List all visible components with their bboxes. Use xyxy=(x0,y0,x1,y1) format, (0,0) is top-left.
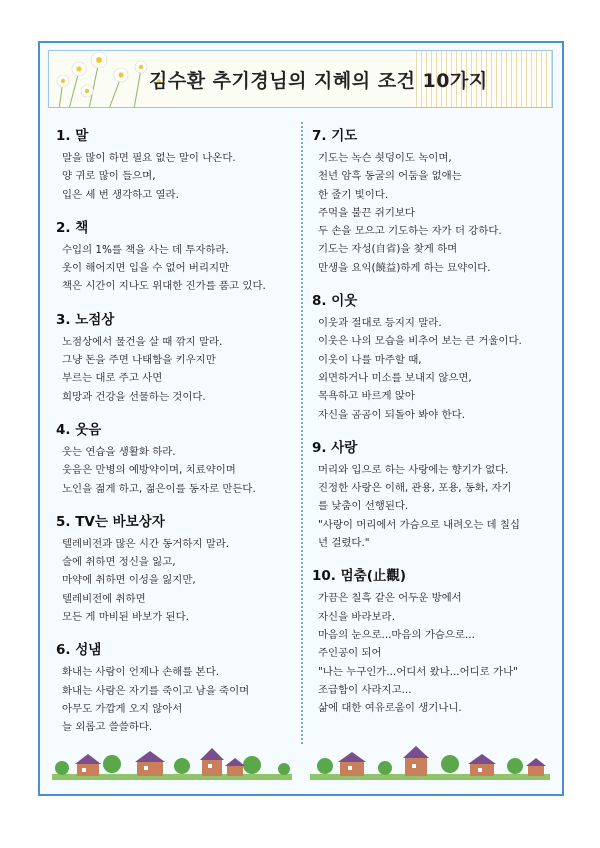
section-line: 주인공이 되어 xyxy=(318,647,382,660)
section-tv xyxy=(56,512,296,626)
section-line: 노점상에서 물건을 살 때 깎지 말라. xyxy=(62,335,223,348)
section-line: 술에 취하면 정신을 잃고, xyxy=(62,556,176,569)
section-line: 외면하거나 미소를 보내지 않으면, xyxy=(318,371,472,384)
section-heading: 7. 기도 xyxy=(312,128,358,144)
page-title: 김수환 추기경님의 지혜의 조건 10가지 xyxy=(149,70,488,92)
section-line: 책은 시간이 지나도 위대한 진가를 품고 있다. xyxy=(62,280,266,293)
section-line: 화내는 사람이 언제나 손해를 본다. xyxy=(62,666,220,679)
section-line: 이웃과 절대로 등지지 말라. xyxy=(318,317,442,330)
column-divider xyxy=(301,122,303,744)
section-speech xyxy=(56,126,296,204)
section-line: 천년 암흑 동굴의 어둠을 없애는 xyxy=(318,170,462,183)
section-line: 부르는 대로 주고 사면 xyxy=(62,372,163,385)
section-street-vendor xyxy=(56,310,296,406)
section-line: 조급함이 사라지고... xyxy=(318,683,412,696)
village-illustration-right xyxy=(310,744,550,780)
section-line: 만생을 요익(饒益)하게 하는 묘약이다. xyxy=(318,261,491,274)
section-line: 자신을 바라보라. xyxy=(318,610,395,623)
section-neighbor xyxy=(312,291,552,424)
title-banner xyxy=(48,50,553,108)
section-heading: 4. 웃음 xyxy=(56,421,102,438)
section-line: 그냥 돈을 주면 나태함을 키우지만 xyxy=(62,354,216,367)
section-line: 목욕하고 바르게 앉아 xyxy=(318,390,415,403)
section-line: 말을 많이 하면 필요 없는 말이 나온다. xyxy=(62,152,236,164)
section-line: 수입의 1%를 책을 사는 데 투자하라. xyxy=(62,243,229,256)
section-line: 기도는 녹슨 쇳덩이도 녹이며, xyxy=(318,152,452,164)
section-pause xyxy=(312,566,552,717)
section-line: 기도는 자성(自省)을 찾게 하며 xyxy=(318,243,458,256)
village-illustration-left xyxy=(52,744,292,780)
section-line: 머리와 입으로 하는 사랑에는 향기가 없다. xyxy=(318,463,509,476)
section-heading: 1. 말 xyxy=(56,128,89,144)
section-line: 입은 세 번 생각하고 열라. xyxy=(62,188,179,201)
section-line: 노인을 젊게 하고, 젊은이를 동자로 만든다. xyxy=(62,482,256,495)
section-anger xyxy=(56,640,296,736)
section-line: 한 줄기 빛이다. xyxy=(318,188,389,201)
section-line: 모든 게 마비된 바보가 된다. xyxy=(62,611,189,624)
section-line: 진정한 사랑은 이해, 관용, 포용, 동화, 자기 xyxy=(318,482,512,495)
section-line: 양 귀로 많이 들으며, xyxy=(62,170,156,183)
section-line: 옷이 해어지면 입을 수 없어 버리지만 xyxy=(62,262,230,275)
section-line: 이웃은 나의 모습을 비추어 보는 큰 거울이다. xyxy=(318,335,522,348)
section-line: 가끔은 칠흑 같은 어두운 방에서 xyxy=(318,592,462,605)
section-line: 희망과 건강을 선물하는 것이다. xyxy=(62,390,206,403)
section-line: 마약에 취하면 이성을 잃지만, xyxy=(62,574,196,587)
section-line: 웃는 연습을 생활화 하라. xyxy=(62,445,176,458)
left-column xyxy=(56,126,296,751)
section-heading: 9. 사랑 xyxy=(312,439,358,456)
section-laughter xyxy=(56,420,296,498)
section-line: 마음의 눈으로...마음의 가슴으로... xyxy=(318,628,475,641)
section-line: 아무도 가깝게 오지 않아서 xyxy=(62,702,183,715)
section-line: 화내는 사람은 자기를 죽이고 남을 죽이며 xyxy=(62,684,250,697)
section-line: 년 걸렸다." xyxy=(318,537,370,550)
section-heading: 10. 멈춤(止觀) xyxy=(312,568,407,585)
section-line: 삶에 대한 여유로움이 생기나니. xyxy=(318,702,462,715)
section-line: 텔레비전에 취하면 xyxy=(62,592,146,605)
section-line: 주먹을 불끈 쥐기보다 xyxy=(318,206,415,219)
section-heading: 5. TV는 바보상자 xyxy=(56,513,165,530)
section-heading: 6. 성냄 xyxy=(56,642,102,659)
section-heading: 8. 이웃 xyxy=(312,293,358,310)
section-heading: 2. 책 xyxy=(56,219,89,236)
section-line: 웃음은 만병의 예방약이며, 치료약이며 xyxy=(62,464,236,477)
section-line: "나는 누구인가...어디서 왔나...어디로 가나" xyxy=(318,665,518,678)
section-line: "사랑이 머리에서 가슴으로 내려오는 데 칠십 xyxy=(318,518,520,531)
section-line: 이웃이 나를 마주할 때, xyxy=(318,353,422,366)
section-line: 두 손을 모으고 기도하는 자가 더 강하다. xyxy=(318,225,502,238)
section-prayer xyxy=(312,126,552,277)
section-books xyxy=(56,218,296,296)
section-line: 자신을 곰곰이 되돌아 봐야 한다. xyxy=(318,408,465,421)
right-column xyxy=(312,126,552,731)
section-love xyxy=(312,438,552,552)
section-line: 늘 외롭고 쓸쓸하다. xyxy=(62,721,153,734)
section-line: 텔레비전과 많은 시간 동거하지 말라. xyxy=(62,537,230,550)
section-line: 를 낮춤이 선행된다. xyxy=(318,500,409,513)
section-heading: 3. 노점상 xyxy=(56,311,115,328)
